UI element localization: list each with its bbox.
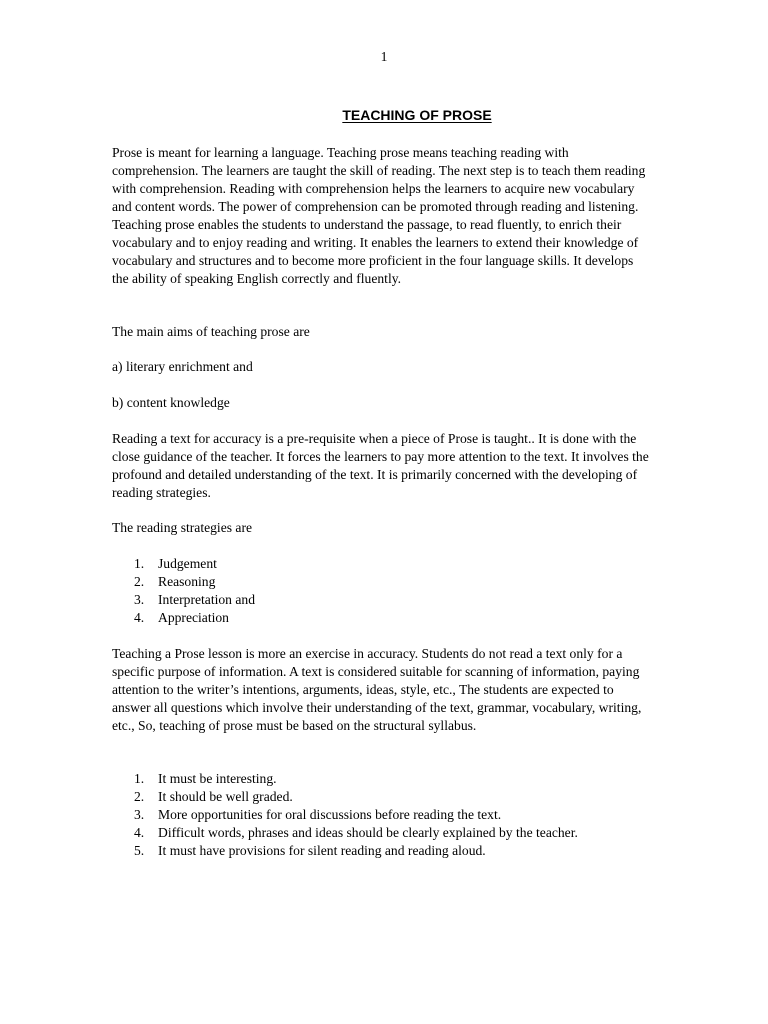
- list-item: [112, 842, 672, 860]
- list-text: It must be interesting.: [158, 771, 277, 786]
- list-text: More opportunities for oral discussions before reading the text.: [158, 807, 502, 822]
- list-item: [112, 555, 672, 573]
- list-item: [112, 824, 672, 842]
- principles-list: [112, 770, 672, 860]
- list-text: It should be well graded.: [158, 789, 293, 804]
- list-text: Difficult words, phrases and ideas should be clearly explained by the teacher.: [158, 825, 578, 840]
- list-item: [112, 609, 672, 627]
- aims-intro: The main aims of teaching prose are: [112, 324, 310, 339]
- list-item: [112, 788, 672, 806]
- list-number: 1.: [134, 771, 145, 786]
- list-text: Interpretation and: [158, 592, 256, 607]
- list-number: 1.: [134, 556, 145, 571]
- list-text: Reasoning: [158, 574, 216, 589]
- document-title-wrapper: [0, 106, 768, 124]
- list-number: 5.: [134, 843, 145, 858]
- aim-b: b) content knowledge: [112, 395, 230, 410]
- document-title: TEACHING OF PROSE: [342, 107, 492, 123]
- accuracy-paragraph: Reading a text for accuracy is a pre-requisite when a piece of Prose is taught.. It is done with the close guidance of the teacher. It forces the learners to pay more attention to the text. It involves the profound and detailed understanding of the text. It is primarily concerned with the developing of reading strategies.: [112, 431, 649, 500]
- list-number: 2.: [134, 789, 145, 804]
- strategies-list: [112, 555, 672, 627]
- list-number: 3.: [134, 592, 145, 607]
- list-text: Judgement: [158, 556, 217, 571]
- aim-a: a) literary enrichment and: [112, 359, 253, 374]
- strategies-intro: The reading strategies are: [112, 520, 253, 535]
- list-text: Appreciation: [158, 610, 229, 625]
- page-number: 1: [380, 49, 388, 64]
- lesson-paragraph: Teaching a Prose lesson is more an exercise in accuracy. Students do not read a text only for a specific purpose of information. A text is considered suitable for scanning of information, paying attention to the writer’s intentions, arguments, ideas, style, etc., The students are expected to answer all questions which involve their understanding of the text, grammar, vocabulary, writing, etc., So, teaching of prose must be based on the structural syllabus.: [112, 646, 642, 733]
- list-text: It must have provisions for silent reading and reading aloud.: [158, 843, 486, 858]
- list-item: [112, 770, 672, 788]
- list-item: [112, 573, 672, 591]
- list-number: 3.: [134, 807, 145, 822]
- list-item: [112, 591, 672, 609]
- list-number: 4.: [134, 825, 145, 840]
- list-item: [112, 806, 672, 824]
- list-number: 2.: [134, 574, 145, 589]
- list-number: 4.: [134, 610, 145, 625]
- intro-paragraph: Prose is meant for learning a language. Teaching prose means teaching reading with comprehension. The learners are taught the skill of reading. The next step is to teach them reading with comprehension. Reading with comprehension helps the learners to acquire new vocabulary and content words. The power of comprehension can be promoted through reading and listening. Teaching prose enables the students to understand the passage, to read fluently, to enrich their vocabulary and to enjoy reading and writing. It enables the learners to extend their knowledge of vocabulary and structures and to become more proficient in the four language skills. It develops the ability of speaking English correctly and fluently.: [112, 145, 646, 286]
